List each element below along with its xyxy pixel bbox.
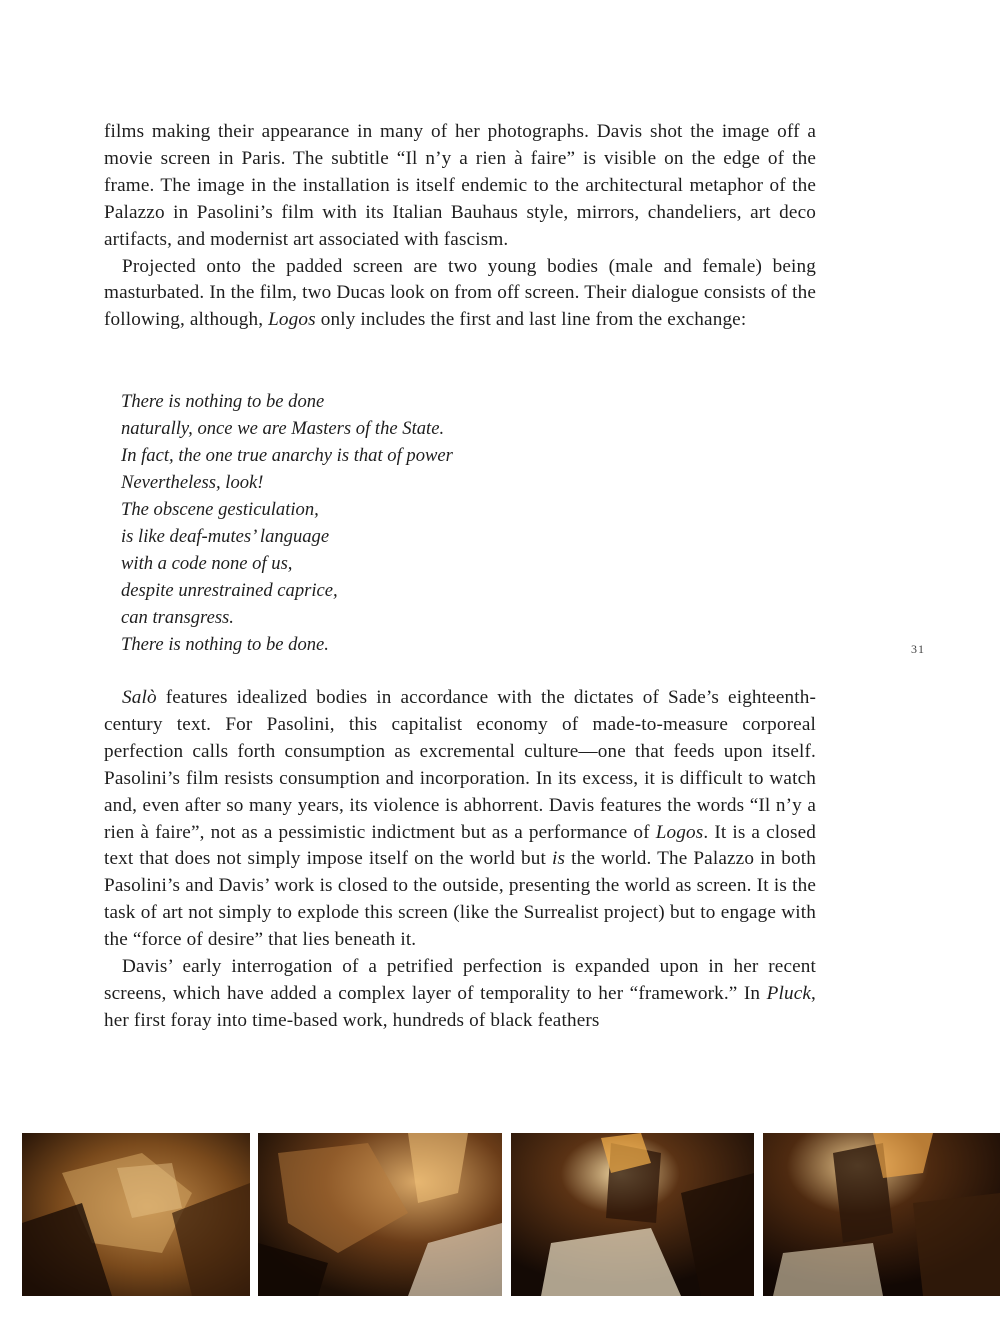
film-frame-3-image <box>511 1133 754 1296</box>
paragraph-3-title-logos: Logos <box>655 821 704 843</box>
paragraph-3 <box>104 685 816 954</box>
film-frame-2-image <box>258 1133 502 1296</box>
film-frame-4-image <box>763 1133 1000 1296</box>
paragraph-4-title-pluck: Pluck <box>766 982 812 1004</box>
page-number: 31 <box>911 642 925 656</box>
paragraph-3-text-a: features idealized bodies in accordance with the dictates of Sade’s eighteenth-century text. For Pasolini, this capitalist economy of made-to-measure corporeal perfection calls forth consumption as excremental culture—one that feeds upon itself. Pasolini’s film resists consumption and incorporation. In its excess, it is difficult to watch and, even after so many years, its violence is abhorrent. Davis features the words “Il n’y a rien à faire”, not as a pessimistic indictment but as a performance of <box>104 687 816 843</box>
paragraph-3-text-c: the world. The Palazzo in both Pasolini’s and Davis’ work is closed to the outside, presenting the world as screen. It is the task of art not simply to explode this screen (like the Surrealist project) but to engage with the “force of desire” that lies beneath it. <box>104 848 816 951</box>
verse-line: The obscene gesticulation, <box>121 499 319 520</box>
verse-line: with a code none of us, <box>121 553 293 574</box>
verse-quotation <box>121 388 541 658</box>
text-block-top <box>104 119 816 334</box>
verse-line: naturally, once we are Masters of the State. <box>121 418 445 439</box>
verse-line: despite unrestrained caprice, <box>121 580 338 601</box>
verse-line: There is nothing to be done <box>121 391 325 412</box>
paragraph-3-emphasis-is: is <box>552 848 566 870</box>
paragraph-3-text-b: . It is a closed text that does not simply impose itself on the world but <box>104 821 817 870</box>
film-frame-1 <box>22 1133 250 1296</box>
verse-line: In fact, the one true anarchy is that of power <box>121 445 453 466</box>
film-frame-4 <box>763 1133 1000 1296</box>
paragraph-2-title-logos: Logos <box>268 309 316 331</box>
film-frame-2 <box>258 1133 502 1296</box>
text-block-bottom <box>104 685 816 1035</box>
paragraph-4-text-a: Davis’ early interrogation of a petrified perfection is expanded upon in her recent screens, which have added a complex layer of temporality to her “framework.” In <box>104 956 816 1004</box>
verse-line: can transgress. <box>121 607 234 628</box>
paragraph-2-text-b: only includes the first and last line from the exchange: <box>315 309 747 331</box>
verse-line: There is nothing to be done. <box>121 634 329 655</box>
paragraph-1: films making their appearance in many of her photographs. Davis shot the image off a movie screen in Paris. The subtitle “Il n’y a rien à faire” is visible on the edge of the frame. The image in the installation is itself endemic to the architectural metaphor of the Palazzo in Pasolini’s film with its Italian Bauhaus style, mirrors, chandeliers, art deco artifacts, and modernist art associated with fascism. <box>104 121 816 250</box>
paragraph-2-text-a: Projected onto the padded screen are two young bodies (male and female) being masturbated. In the film, two Ducas look on from off screen. Their dialogue consists of the following, although, <box>104 255 816 331</box>
verse-line: Nevertheless, look! <box>121 472 264 493</box>
paragraph-3-title-salo: Salò <box>122 687 157 708</box>
paragraph-2 <box>104 254 816 335</box>
film-still-strip <box>0 1133 1000 1296</box>
verse-line: is like deaf-mutes’ language <box>121 526 330 547</box>
paragraph-4-text-b: , her first foray into time-based work, hundreds of black feathers <box>104 982 816 1031</box>
film-frame-1-image <box>22 1133 250 1296</box>
film-frame-3 <box>511 1133 754 1296</box>
paragraph-4 <box>104 954 816 1035</box>
